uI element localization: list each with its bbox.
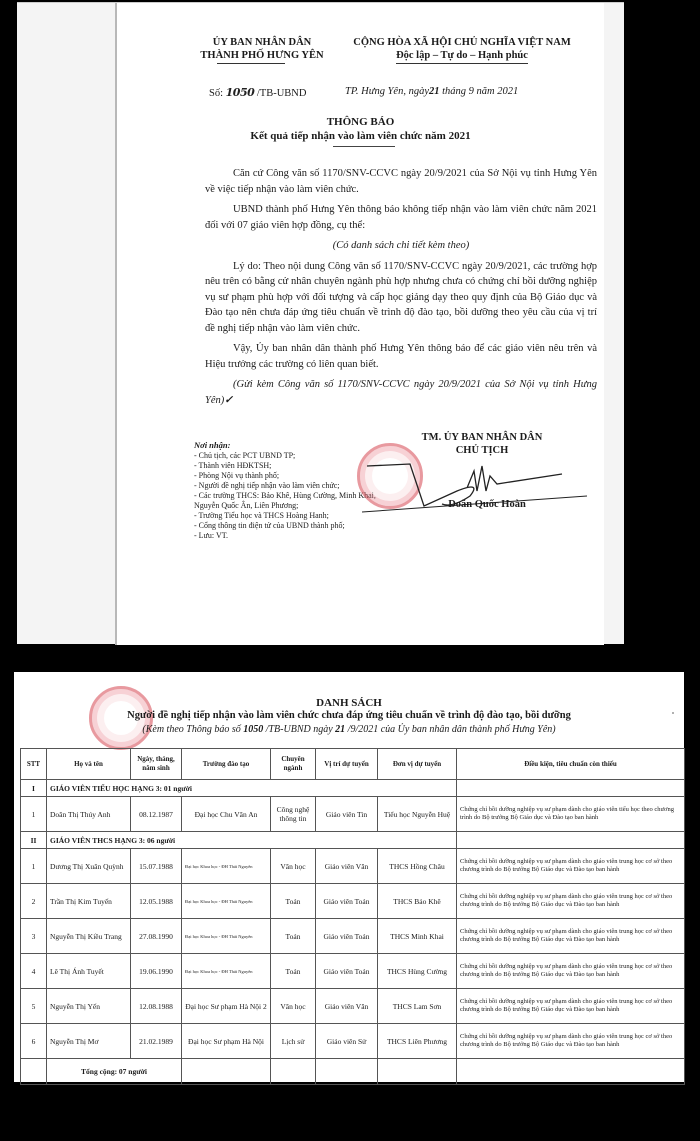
handwritten-ref-day: 21: [335, 724, 346, 735]
notice-page: [117, 3, 604, 645]
cell-dob: 27.08.1990: [131, 919, 182, 954]
attached-list-note: (Có danh sách chi tiết kèm theo): [332, 240, 470, 251]
cell-major: Lịch sử: [271, 1024, 316, 1059]
sign-line1: TM. ỦY BAN NHÂN DÂN: [421, 432, 543, 443]
column-header: Họ và tên: [47, 749, 131, 780]
section-label: GIÁO VIÊN TIỂU HỌC HẠNG 3: 01 người: [47, 780, 457, 797]
handwritten-ref-number: 1050: [243, 724, 264, 735]
cell-name: Lê Thị Ánh Tuyết: [47, 954, 131, 989]
recipient-item: - Phòng Nội vụ thành phố;: [194, 471, 280, 480]
table-row: 3 Nguyễn Thị Kiều Trang 27.08.1990 Đại học Khoa học - ĐH Thái Nguyên Toán Giáo viên Toán THCS Minh Khai Chứng chỉ bồi dưỡng nghiệp vụ sư phạm dành cho giáo viên trung học cơ sở theo chương trình do Bộ trưởng Bộ Giáo dục và Đào tạo ban hành: [21, 919, 685, 954]
cell-position: Giáo viên Văn: [316, 849, 378, 884]
cell-missing: Chứng chỉ bồi dưỡng nghiệp vụ sư phạm dành cho giáo viên trung học cơ sở theo chương trình do Bộ trưởng Bộ Giáo dục và Đào tạo ban hành: [457, 1024, 685, 1059]
cell-major: Văn học: [271, 989, 316, 1024]
notice-title: THÔNG BÁO: [326, 116, 395, 128]
cell-school: Đại học Khoa học - ĐH Thái Nguyên: [182, 849, 271, 884]
cell-name: Nguyễn Thị Kiều Trang: [47, 919, 131, 954]
handwritten-tick-icon: ✓: [224, 394, 234, 406]
cell-name: Dương Thị Xuân Quỳnh: [47, 849, 131, 884]
cell-dob: 21.02.1989: [131, 1024, 182, 1059]
paragraph-announcement: UBND thành phố Hưng Yên thông báo không tiếp nhận vào làm viên chức năm 2021 đối với 07 giáo viên hợp đồng, cụ thể:: [205, 204, 597, 231]
recipient-item: - Thành viên HĐKTSH;: [194, 461, 272, 470]
cell-missing: Chứng chỉ bồi dưỡng nghiệp vụ sư phạm dành cho giáo viên trung học cơ sở theo chương trình do Bộ trưởng Bộ Giáo dục và Đào tạo ban hành: [457, 849, 685, 884]
table-row: 6 Nguyễn Thị Mơ 21.02.1989 Đại học Sư phạm Hà Nội Lịch sử Giáo viên Sử THCS Liên Phương Chứng chỉ bồi dưỡng nghiệp vụ sư phạm dành cho giáo viên trung học cơ sở theo chương trình do Bộ trưởng Bộ Giáo dục và Đào tạo ban hành: [21, 1024, 685, 1059]
total-label: Tổng cộng: 07 người: [47, 1059, 182, 1085]
section-row: I GIÁO VIÊN TIỂU HỌC HẠNG 3: 01 người: [21, 780, 685, 797]
column-header: Vị trí dự tuyển: [316, 749, 378, 780]
issuer-header: [187, 36, 337, 62]
cell-major: Toán: [271, 884, 316, 919]
cell-dob: 12.05.1988: [131, 884, 182, 919]
list-title: DANH SÁCH: [316, 697, 382, 709]
cell-school: Đại học Sư phạm Hà Nội: [182, 1024, 271, 1059]
cell-position: Giáo viên Tin: [316, 797, 378, 832]
cell-unit: THCS Bảo Khê: [378, 884, 457, 919]
cell-position: Giáo viên Toán: [316, 954, 378, 989]
cell-school: Đại học Khoa học - ĐH Thái Nguyên: [182, 954, 271, 989]
notice-scan-frame: [17, 2, 624, 644]
table-row: 2 Trần Thị Kim Tuyến 12.05.1988 Đại học Khoa học - ĐH Thái Nguyên Toán Giáo viên Toán THCS Bảo Khê Chứng chỉ bồi dưỡng nghiệp vụ sư phạm dành cho giáo viên trung học cơ sở theo chương trình do Bộ trưởng Bộ Giáo dục và Đào tạo ban hành: [21, 884, 685, 919]
list-subtitle: Người đề nghị tiếp nhận vào làm viên chức chưa đáp ứng tiêu chuẩn về trình độ đào tạo, bồi dưỡng: [127, 710, 571, 721]
handwritten-day: 21: [429, 86, 440, 97]
cell-school: Đại học Chu Văn An: [182, 797, 271, 832]
cell-unit: THCS Liên Phương: [378, 1024, 457, 1059]
cell-major: Toán: [271, 954, 316, 989]
notice-title-block: [117, 115, 604, 143]
cell-unit: Tiểu học Nguyễn Huệ: [378, 797, 457, 832]
column-header: Ngày, tháng, năm sinh: [131, 749, 182, 780]
cell-dob: 15.07.1988: [131, 849, 182, 884]
signer-name: Doãn Quốc Hoàn: [448, 499, 526, 510]
sign-line2: CHỦ TỊCH: [455, 445, 509, 456]
cell-major: Toán: [271, 919, 316, 954]
cell-name: Doãn Thị Thúy Anh: [47, 797, 131, 832]
recipients-block: [194, 440, 379, 541]
cell-missing: Chứng chỉ bồi dưỡng nghiệp vụ sư phạm dành cho giáo viên trung học cơ sở theo chương trình do Bộ trưởng Bộ Giáo dục và Đào tạo ban hành: [457, 919, 685, 954]
cell-missing: Chứng chỉ bồi dưỡng nghiệp vụ sư phạm dành cho giáo viên trung học cơ sở theo chương trình do Bộ trưởng Bộ Giáo dục và Đào tạo ban hành: [457, 884, 685, 919]
cell-dob: 19.06.1990: [131, 954, 182, 989]
signature-authority: [382, 431, 582, 457]
recipients-heading: Nơi nhận:: [194, 440, 231, 450]
column-header: Điều kiện, tiêu chuẩn còn thiếu: [457, 749, 685, 780]
cell-school: Đại học Khoa học - ĐH Thái Nguyên: [182, 884, 271, 919]
cell-unit: THCS Hồng Châu: [378, 849, 457, 884]
enclosure-note: (Gửi kèm Công văn số 1170/SNV-CCVC ngày 20/9/2021 của Sở Nội vụ tỉnh Hưng Yên)✓: [205, 379, 597, 406]
issuer-line1: ỦY BAN NHÂN DÂN: [212, 37, 312, 48]
notice-subtitle: Kết quả tiếp nhận vào làm viên chức năm 2021: [250, 130, 471, 142]
table-row: 1 Doãn Thị Thúy Anh 08.12.1987 Đại học Chu Văn An Công nghệ thông tin Giáo viên Tin Tiểu học Nguyễn Huệ Chứng chỉ bồi dưỡng nghiệp vụ sư phạm dành cho giáo viên tiểu học theo chương trình do Bộ trưởng Bộ Giáo dục và Đào tạo ban hành: [21, 797, 685, 832]
cell-major: Văn học: [271, 849, 316, 884]
cell-position: Giáo viên Văn: [316, 989, 378, 1024]
cell-name: Trần Thị Kim Tuyến: [47, 884, 131, 919]
paragraph-closing: Vậy, Ủy ban nhân dân thành phố Hưng Yên thông báo để các giáo viên nêu trên và Hiệu trưởng các trường có liên quan biết.: [205, 343, 597, 370]
nation-motto: Độc lập – Tự do – Hạnh phúc: [396, 49, 528, 64]
recipient-item: - Chủ tịch, các PCT UBND TP;: [194, 451, 296, 460]
column-header: Đơn vị dự tuyển: [378, 749, 457, 780]
title-underline: [333, 146, 395, 147]
cell-major: Công nghệ thông tin: [271, 797, 316, 832]
table-row: 5 Nguyễn Thị Yến 12.08.1988 Đại học Sư phạm Hà Nội 2 Văn học Giáo viên Văn THCS Lam Sơn Chứng chỉ bồi dưỡng nghiệp vụ sư phạm dành cho giáo viên trung học cơ sở theo chương trình do Bộ trưởng Bộ Giáo dục và Đào tạo ban hành: [21, 989, 685, 1024]
table-row: 4 Lê Thị Ánh Tuyết 19.06.1990 Đại học Khoa học - ĐH Thái Nguyên Toán Giáo viên Toán THCS Hùng Cường Chứng chỉ bồi dưỡng nghiệp vụ sư phạm dành cho giáo viên trung học cơ sở theo chương trình do Bộ trưởng Bộ Giáo dục và Đào tạo ban hành: [21, 954, 685, 989]
cell-name: Nguyễn Thị Yến: [47, 989, 131, 1024]
issuer-underline: [217, 63, 285, 64]
recipient-item: - Trường Tiểu học và THCS Hoàng Hanh;: [194, 511, 329, 520]
cell-position: Giáo viên Sử: [316, 1024, 378, 1059]
nation-line1: CỘNG HÒA XÃ HỘI CHỦ NGHĨA VIỆT NAM: [353, 37, 571, 48]
cell-name: Nguyễn Thị Mơ: [47, 1024, 131, 1059]
cell-dob: 08.12.1987: [131, 797, 182, 832]
national-header: [337, 36, 587, 64]
table-header-row: [21, 749, 685, 780]
column-header: Chuyên ngành: [271, 749, 316, 780]
cell-missing: Chứng chỉ bồi dưỡng nghiệp vụ sư phạm dành cho giáo viên tiểu học theo chương trình do Bộ trưởng Bộ Giáo dục và Đào tạo ban hành: [457, 797, 685, 832]
column-header: STT: [21, 749, 47, 780]
candidate-table: [20, 748, 685, 1085]
cell-position: Giáo viên Toán: [316, 919, 378, 954]
paragraph-reason: Lý do: Theo nội dung Công văn số 1170/SNV-CCVC ngày 20/9/2021, các trường hợp nêu trên có bằng cử nhân chuyên ngành phù hợp nhưng chưa có chứng chỉ bồi dưỡng nghiệp vụ sư phạm phù hợp với đối tượng và cấp học giảng dạy theo quy định của Bộ Giáo dục và Đào tạo nên chưa đáp ứng tiêu chuẩn về trình độ đào tạo, bồi dưỡng theo yêu cầu của vị trí đề nghị tiếp nhận vào làm viên chức.: [205, 260, 597, 334]
recipient-item: - Cổng thông tin điện tử của UBND thành phố;: [194, 521, 345, 530]
cell-missing: Chứng chỉ bồi dưỡng nghiệp vụ sư phạm dành cho giáo viên trung học cơ sở theo chương trình do Bộ trưởng Bộ Giáo dục và Đào tạo ban hành: [457, 989, 685, 1024]
paragraph-basis: Căn cứ Công văn số 1170/SNV-CCVC ngày 20/9/2021 của Sở Nội vụ tỉnh Hưng Yên về việc tiếp nhận vào làm viên chức.: [205, 168, 597, 195]
handwritten-doc-number: 1050: [225, 86, 255, 99]
document-number: Số: 1050 /TB-UBND: [209, 86, 307, 99]
table-row: 1 Dương Thị Xuân Quỳnh 15.07.1988 Đại học Khoa học - ĐH Thái Nguyên Văn học Giáo viên Văn THCS Hồng Châu Chứng chỉ bồi dưỡng nghiệp vụ sư phạm dành cho giáo viên trung học cơ sở theo chương trình do Bộ trưởng Bộ Giáo dục và Đào tạo ban hành: [21, 849, 685, 884]
section-row: II GIÁO VIÊN THCS HẠNG 3: 06 người: [21, 832, 685, 849]
cell-position: Giáo viên Toán: [316, 884, 378, 919]
attached-list-page: [14, 672, 684, 1082]
document-date: TP. Hưng Yên, ngày21 tháng 9 năm 2021: [345, 86, 519, 97]
cell-school: Đại học Sư phạm Hà Nội 2: [182, 989, 271, 1024]
cell-missing: Chứng chỉ bồi dưỡng nghiệp vụ sư phạm dành cho giáo viên trung học cơ sở theo chương trình do Bộ trưởng Bộ Giáo dục và Đào tạo ban hành: [457, 954, 685, 989]
cell-unit: THCS Minh Khai: [378, 919, 457, 954]
recipient-item: - Người đề nghị tiếp nhận vào làm viên chức;: [194, 481, 340, 490]
total-row: [21, 1059, 685, 1085]
recipient-item: - Lưu: VT.: [194, 531, 229, 540]
column-header: Trường đào tạo: [182, 749, 271, 780]
issuer-line2: THÀNH PHỐ HƯNG YÊN: [187, 49, 337, 62]
cell-unit: THCS Lam Sơn: [378, 989, 457, 1024]
section-label: GIÁO VIÊN THCS HẠNG 3: 06 người: [47, 832, 457, 849]
recipient-item: - Các trường THCS: Bảo Khê, Hùng Cường, Minh Khai, Nguyễn Quốc Ân, Liên Phương;: [194, 491, 376, 510]
cell-dob: 12.08.1988: [131, 989, 182, 1024]
list-reference: (Kèm theo Thông báo số 1050 /TB-UBND ngày 21 /9/2021 của Ủy ban nhân dân thành phố Hưng Yên): [142, 724, 556, 735]
notice-body: [205, 166, 597, 413]
cell-school: Đại học Khoa học - ĐH Thái Nguyên: [182, 919, 271, 954]
cell-unit: THCS Hùng Cường: [378, 954, 457, 989]
